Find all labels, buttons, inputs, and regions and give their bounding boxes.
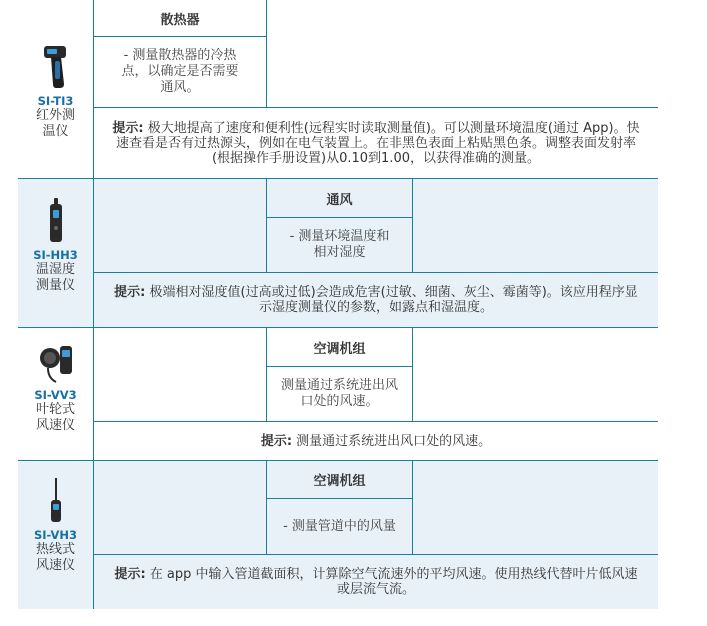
tip-label: 提示: (114, 285, 146, 300)
product-code: SI-TI3 (37, 94, 74, 108)
tip-text: 在 app 中输入管道截面积，计算除空气流速外的平均风速。使用热线代替叶片低风速或层流气流。 (149, 567, 638, 597)
column-header: 空调机组 (313, 341, 366, 357)
infrared-thermometer-icon (41, 44, 71, 90)
tip-text: 极大地提高了速度和便利性(远程实时读取测量值)。可以测量环境温度(通过 App)。快速查看是否有过热源头，例如在电气装置上。在非黑色表面上粘贴黑色条。调整表面发射率(根据操作手册设置)从0.10到1.00，以获得准确的测量。 (115, 120, 640, 166)
product-cell-si-vh3 (18, 478, 93, 574)
tip-cell (94, 555, 658, 609)
tip-content (261, 434, 491, 449)
column-header: 通风 (326, 192, 353, 208)
product-name: 红外测温仪 (35, 108, 75, 139)
product-cell-si-vv3 (18, 344, 93, 434)
tip-content (108, 285, 644, 315)
product-code: SI-VH3 (33, 528, 78, 542)
grid-line (412, 179, 413, 272)
product-code: SI-VV3 (34, 388, 77, 402)
product-name: 热线式风速仪 (35, 542, 75, 573)
product-cell-si-ti3 (18, 44, 93, 140)
column-header: 散热器 (160, 12, 200, 28)
grid-line (412, 461, 413, 554)
grid-line (412, 328, 413, 421)
tip-cell (94, 273, 658, 327)
tip-label: 提示: (114, 567, 146, 582)
product-name: 叶轮式风速仪 (35, 402, 75, 433)
tip-content (112, 567, 640, 597)
tip-label: 提示: (112, 120, 144, 136)
product-cell-si-hh3 (18, 198, 93, 294)
product-code: SI-HH3 (33, 248, 78, 262)
tip-content (108, 121, 644, 166)
tip-label: 提示: (260, 433, 293, 449)
description-cell: - 测量环境温度和相对湿度 (289, 229, 390, 260)
tip-cell (94, 422, 658, 460)
description-cell: - 测量散热器的冷热点，以确定是否需要通风。 (121, 48, 239, 95)
tip-text: 极端相对湿度值(过高或过低)会造成危害(过敏、细菌、灰尘、霉菌等)。该应用程序显示湿度测量仪的参数，如露点和湿温度。 (149, 285, 638, 315)
humidity-meter-icon (46, 198, 66, 244)
description-cell: - 测量管道中的风量 (283, 518, 396, 534)
grid-line (266, 0, 267, 107)
product-name: 温湿度测量仪 (35, 262, 75, 293)
vane-anemometer-icon (38, 344, 74, 384)
description-cell: 测量通过系统进出风口处的风速。 (281, 378, 399, 409)
column-header: 空调机组 (313, 474, 366, 489)
hot-wire-anemometer-icon (47, 478, 65, 524)
tip-text: 测量通过系统进出风口处的风速。 (296, 433, 492, 449)
tip-cell (94, 108, 658, 178)
